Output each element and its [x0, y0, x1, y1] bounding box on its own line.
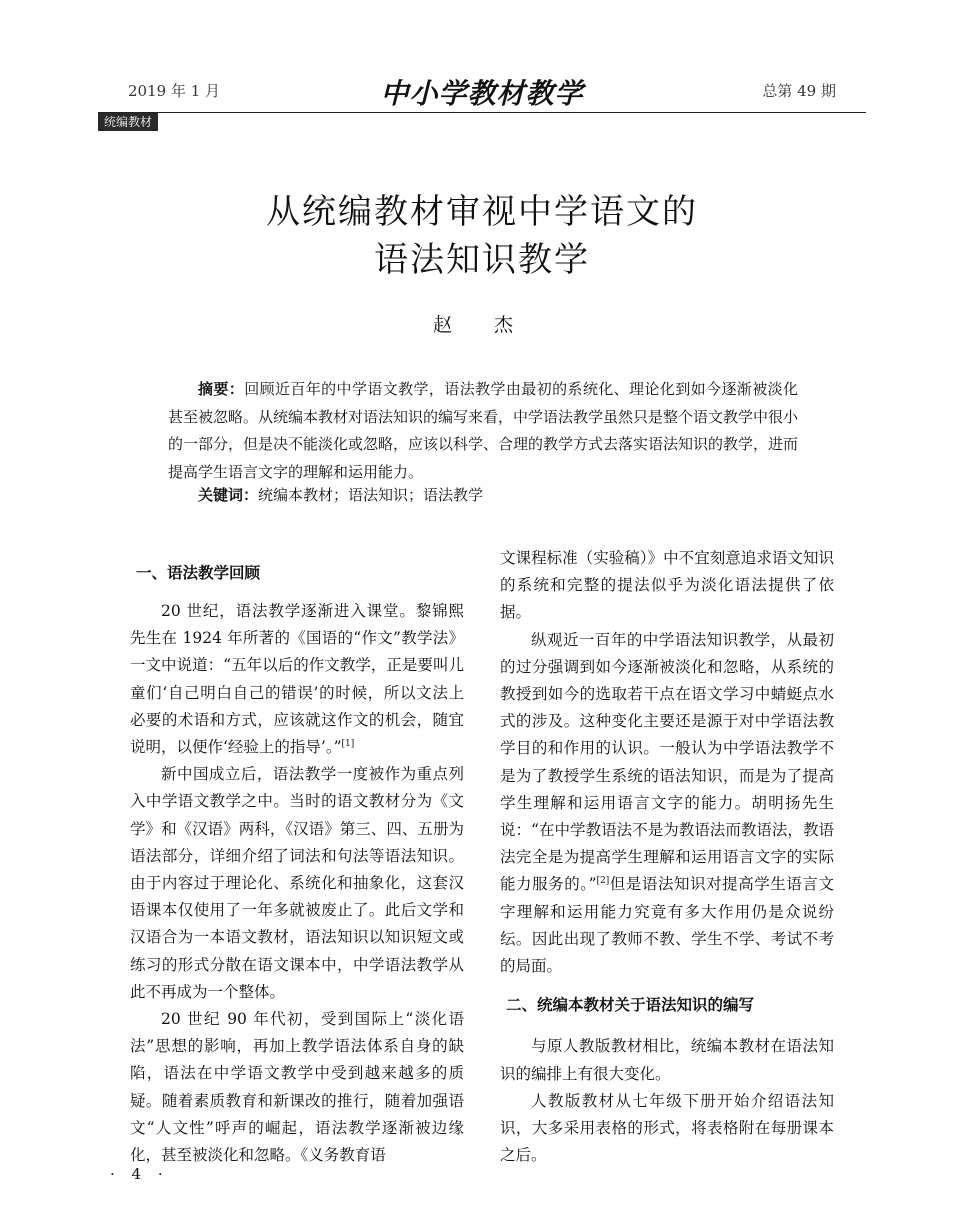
- title-line-1: 从统编教材审视中学语文的: [266, 192, 698, 232]
- section-tag: 统编教材: [98, 113, 158, 131]
- article-title: [0, 188, 964, 284]
- abstract-text: 回顾近百年的中学语文教学，语法教学由最初的系统化、理论化到如今逐渐被淡化甚至被忽略。从统编本教材对语法知识的编写来看，中学语法教学虽然只是整个语文教学中很小的一部分，但是决不能淡化或忽略，应该以科学、合理的教学方式去落实语法知识的教学，进而提高学生语言文字的理解和运用能力。: [168, 380, 799, 481]
- keywords-text: 统编本教材；语法知识；语法教学: [258, 486, 484, 504]
- title-line-2: 语法知识教学: [374, 240, 590, 280]
- author-name: 赵 杰: [432, 314, 532, 336]
- paragraph-4: 纵观近一百年的中学语法知识教学，从最初的过分强调到如今逐渐被淡化和忽略，从系统的教授到如今的选取若干点在语文学习中蜻蜓点水式的涉及。这种变化主要还是源于对中学语法教学目的和作用的认识。一般认为中学语法教学不是为了教授学生系统的语法知识，而是为了提高学生理解和运用语言文字的能力。胡明扬先生说：“在中学教语法不是为教语法而教语法，教语法完全是为提高学生理解和运用语言文字的实际能力服务的。”[2]但是语法知识对提高学生语言文字理解和运用能力究竟有多大作用仍是众说纷纭。因此出现了教师不教、学生不学、考试不考的局面。: [500, 630, 834, 976]
- keywords-label: 关键词：: [198, 486, 259, 504]
- citation-2: [2]: [596, 876, 610, 887]
- section-2-heading: 二、统编本教材关于语法知识的编写: [506, 996, 755, 1015]
- journal-header: [98, 72, 866, 113]
- paragraph-6: 人教版教材从七年级下册开始介绍语法知识，大多采用表格的形式，将表格附在每册课本之后。: [500, 1091, 834, 1165]
- abstract-label: 摘要：: [198, 380, 245, 398]
- journal-logo: 中小学教材教学: [380, 77, 584, 110]
- paragraph-1: 20 世纪，语法教学逐渐进入课堂。黎锦熙先生在 1924 年所著的《国语的“作文”教学法》一文中说道：“五年以后的作文教学，正是要叫儿童们‘自己明白自己的错误’的时候，所以文法上必要的术语和方式，应该就这作文的机会，随宜说明，以便作‘经验上的指导’。”[1]: [130, 602, 464, 757]
- citation-1: [1]: [341, 738, 355, 749]
- keywords: [168, 482, 798, 509]
- left-column: [130, 564, 464, 1169]
- page-number: · 4 ·: [110, 1165, 169, 1183]
- paragraph-2: 新中国成立后，语法教学一度被作为重点列入中学语文教学之中。当时的语文教材分为《文学》和《汉语》两科，《汉语》第三、四、五册为语法部分，详细介绍了词法和句法等语法知识。由于内容过于理论化、系统化和抽象化，这套汉语课本仅使用了一年多就被废止了。此后文学和汉语合为一本语文教材，语法知识以知识短文或练习的形式分散在语文课本中，中学语法教学从此不再成为一个整体。: [130, 765, 464, 1001]
- paragraph-3: 20 世纪 90 年代初，受到国际上“淡化语法”思想的影响，再加上教学语法体系自身的缺陷，语法在中学语文教学中受到越来越多的质疑。随着素质教育和新课改的推行，随着加强语文“人文性”呼声的崛起，语法教学逐渐被边缘化，甚至被淡化和忽略。《义务教育语: [130, 1010, 464, 1165]
- paragraph-5: 与原人教版教材相比，统编本教材在语法知识的编排上有很大变化。: [500, 1037, 834, 1083]
- paragraph-3-continued: 文课程标准（实验稿）》中不宜刻意追求语文知识的系统和完整的提法似乎为淡化语法提供了依据。: [500, 549, 834, 622]
- issue-number: 总第 49 期: [762, 82, 836, 100]
- right-column: [500, 545, 834, 1169]
- section-1-heading: 一、语法教学回顾: [136, 564, 261, 582]
- issue-date: 2019 年 1 月: [128, 82, 221, 100]
- abstract: [168, 376, 798, 486]
